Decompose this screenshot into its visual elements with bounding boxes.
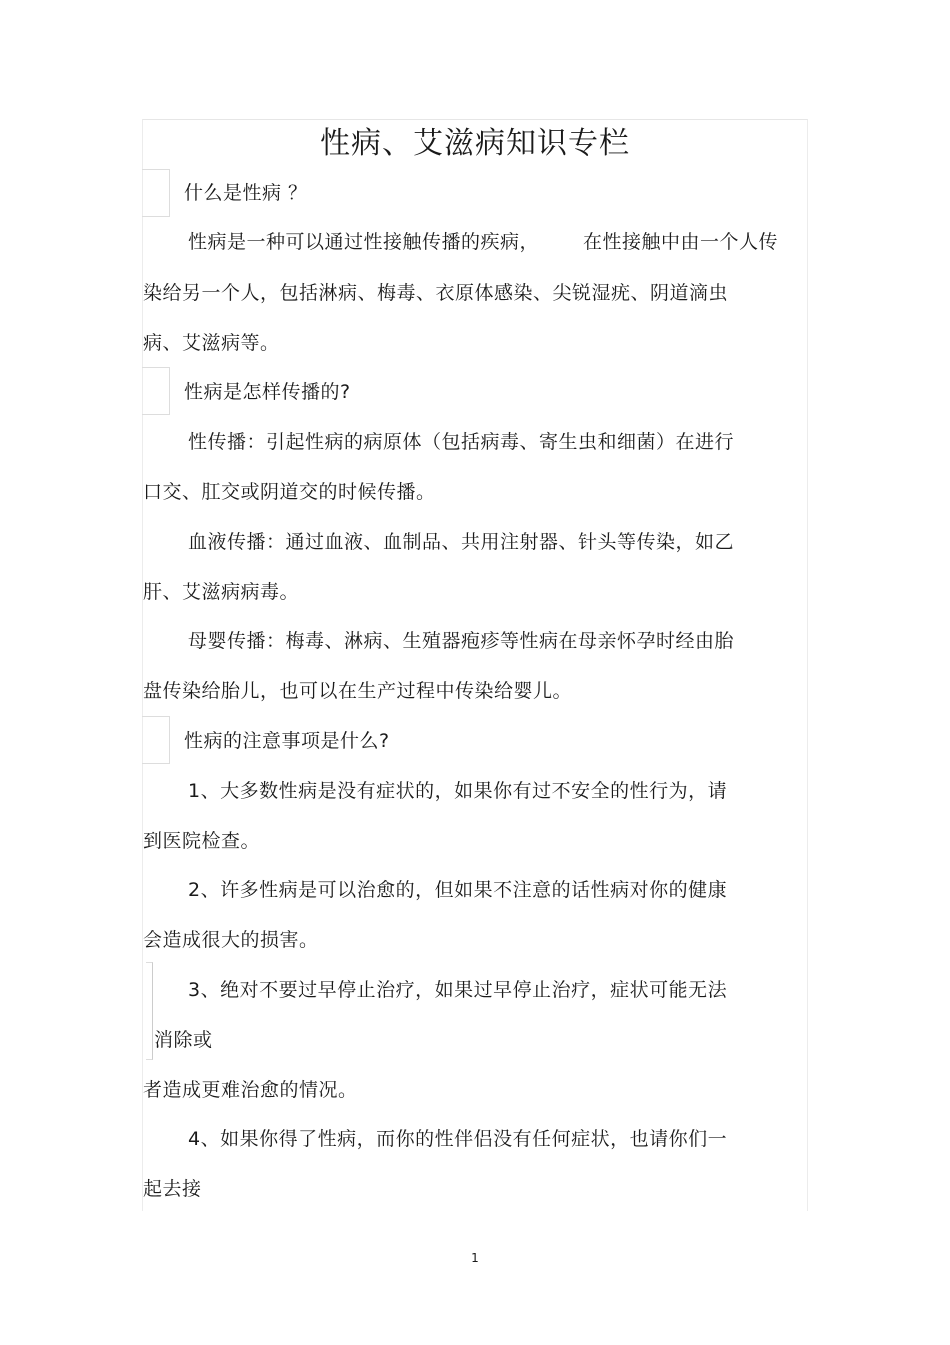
paragraph-line: 肝、艾滋病病毒。 — [143, 581, 300, 603]
list-item-line: 者造成更难治愈的情况。 — [143, 1079, 358, 1101]
margin-bar — [146, 962, 153, 1060]
paragraph-line: 染给另一个人，包括淋病、梅毒、衣原体感染、尖锐湿疣、阴道滴虫 — [143, 282, 729, 304]
list-item-line: 会造成很大的损害。 — [143, 929, 319, 951]
list-item-line: 2、许多性病是可以治愈的，但如果不注意的话性病对你的健康 — [188, 879, 728, 901]
question-marker — [142, 169, 170, 217]
paragraph-line: 性传播：引起性病的病原体（包括病毒、寄生虫和细菌）在进行 — [188, 431, 735, 453]
paragraph-line: 口交、肛交或阴道交的时候传播。 — [143, 481, 436, 503]
paragraph-line: 盘传染给胎儿，也可以在生产过程中传染给婴儿。 — [143, 680, 573, 702]
paragraph-line: 在性接触中由一个人传 — [583, 231, 779, 253]
question-marker — [142, 367, 170, 415]
question-precautions: 性病的注意事项是什么? — [184, 730, 390, 752]
question-transmission: 性病是怎样传播的? — [184, 381, 351, 403]
list-item-line: 到医院检查。 — [143, 830, 261, 852]
list-item-line: 消除或 — [154, 1029, 213, 1051]
list-item-line: 3、绝对不要过早停止治疗，如果过早停止治疗，症状可能无法 — [188, 979, 728, 1001]
paragraph-line: 血液传播：通过血液、血制品、共用注射器、针头等传染，如乙 — [188, 531, 735, 553]
page-number: 1 — [471, 1251, 479, 1265]
list-item-line: 4、如果你得了性病，而你的性伴侣没有任何症状，也请你们一 — [188, 1128, 728, 1150]
list-item-line: 起去接 — [143, 1178, 202, 1200]
question-marker — [142, 716, 170, 764]
page-title: 性病、艾滋病知识专栏 — [320, 126, 630, 161]
list-item-line: 1、大多数性病是没有症状的，如果你有过不安全的性行为，请 — [188, 780, 728, 802]
question-what-is-std: 什么是性病 ？ — [184, 182, 308, 204]
paragraph-line: 母婴传播：梅毒、淋病、生殖器疱疹等性病在母亲怀孕时经由胎 — [188, 630, 735, 652]
paragraph-line: 性病是一种可以通过性接触传播的疾病， — [188, 231, 540, 253]
paragraph-line: 病、艾滋病等。 — [143, 332, 280, 354]
